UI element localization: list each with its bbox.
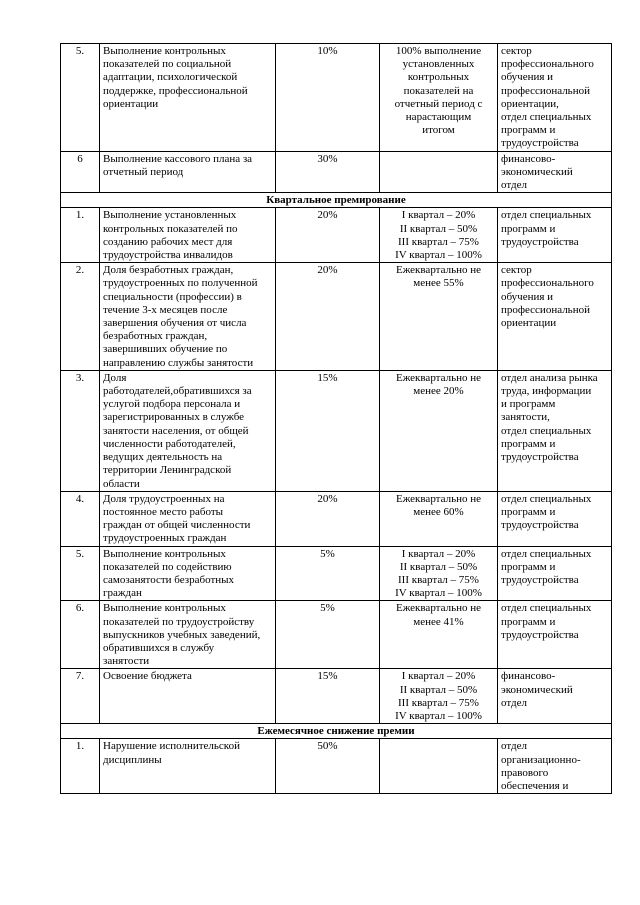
table-row — [61, 491, 612, 546]
row-number: 2. — [61, 263, 100, 371]
condition-cell — [380, 151, 498, 193]
table-row — [61, 208, 612, 263]
table-row — [61, 263, 612, 371]
responsible-cell: финансово- экономический отдел — [498, 669, 612, 724]
condition-line: IV квартал – 100% — [395, 709, 482, 722]
weight-cell: 30% — [276, 151, 380, 193]
responsible-cell: финансово- экономический отдел — [498, 151, 612, 193]
row-number: 1. — [61, 208, 100, 263]
indicator-cell: Доля безработных граждан, трудоустроенных по полученной специальности (профессии) в течение 3-х месяцев после завершения обучения от числа безработных граждан, завершивших обучение по направлению службы занятости — [100, 263, 276, 371]
responsible-cell: отдел специальных программ и трудоустройства — [498, 491, 612, 546]
row-number: 1. — [61, 739, 100, 794]
condition-cell — [380, 669, 498, 724]
section-title-monthly: Ежемесячное снижение премии — [61, 724, 612, 739]
indicator-cell: Выполнение кассового плана за отчетный период — [100, 151, 276, 193]
row-number: 7. — [61, 669, 100, 724]
table-row — [61, 601, 612, 669]
row-number: 3. — [61, 370, 100, 491]
condition-line: IV квартал – 100% — [395, 249, 482, 262]
indicator-cell: Выполнение контрольных показателей по трудоустройству выпускников учебных заведений, обратившихся в службу занятости — [100, 601, 276, 669]
condition-line: III квартал – 75% — [398, 235, 479, 248]
condition-line: II квартал – 50% — [399, 683, 478, 696]
responsible-cell: отдел специальных программ и трудоустройства — [498, 546, 612, 601]
row-number: 6. — [61, 601, 100, 669]
table-row — [61, 739, 612, 794]
table-row — [61, 546, 612, 601]
condition-line: III квартал – 75% — [398, 573, 479, 586]
indicator-cell: Выполнение контрольных показателей по социальной адаптации, психологической поддержке, профессиональной ориентации — [100, 44, 276, 152]
condition-cell: Ежеквартально не менее 60% — [380, 491, 498, 546]
condition-cell: Ежеквартально не менее 55% — [380, 263, 498, 371]
row-number: 4. — [61, 491, 100, 546]
condition-line: I квартал – 20% — [401, 209, 476, 222]
indicator-cell: Доля работодателей,обратившихся за услугой подбора персонала и зарегистрированных в службе занятости населения, от общей численности работодателей, ведущих деятельность на территории Ленинградской области — [100, 370, 276, 491]
weight-cell: 15% — [276, 370, 380, 491]
condition-line: I квартал – 20% — [401, 670, 476, 683]
weight-cell: 5% — [276, 546, 380, 601]
table-row — [61, 370, 612, 491]
condition-cell: Ежеквартально не менее 41% — [380, 601, 498, 669]
responsible-cell: отдел специальных программ и трудоустройства — [498, 601, 612, 669]
row-number: 6 — [61, 151, 100, 193]
weight-cell: 10% — [276, 44, 380, 152]
condition-cell — [380, 546, 498, 601]
weight-cell: 50% — [276, 739, 380, 794]
responsible-cell: сектор профессионального обучения и профессиональной ориентации — [498, 263, 612, 371]
weight-cell: 20% — [276, 491, 380, 546]
weight-cell: 5% — [276, 601, 380, 669]
table-row — [61, 151, 612, 193]
indicator-cell: Освоение бюджета — [100, 669, 276, 724]
condition-line: IV квартал – 100% — [395, 587, 482, 600]
indicator-cell: Нарушение исполнительской дисциплины — [100, 739, 276, 794]
section-header-row — [61, 193, 612, 208]
condition-cell: Ежеквартально не менее 20% — [380, 370, 498, 491]
row-number: 5. — [61, 44, 100, 152]
weight-cell: 20% — [276, 263, 380, 371]
condition-line: II квартал – 50% — [399, 222, 478, 235]
indicator-cell: Доля трудоустроенных на постоянное место работы граждан от общей численности трудоустроенных граждан — [100, 491, 276, 546]
section-title-quarterly: Квартальное премирование — [61, 193, 612, 208]
condition-line: I квартал – 20% — [401, 547, 476, 560]
indicator-cell: Выполнение контрольных показателей по содействию самозанятости безработных граждан — [100, 546, 276, 601]
responsible-cell: отдел специальных программ и трудоустройства — [498, 208, 612, 263]
condition-line: III квартал – 75% — [398, 696, 479, 709]
condition-line: II квартал – 50% — [399, 560, 478, 573]
indicator-cell: Выполнение установленных контрольных показателей по созданию рабочих мест для трудоустройства инвалидов — [100, 208, 276, 263]
section-header-row — [61, 724, 612, 739]
responsible-cell: отдел организационно- правового обеспечения и — [498, 739, 612, 794]
responsible-cell: сектор профессионального обучения и профессиональной ориентации, отдел специальных программ и трудоустройства — [498, 44, 612, 152]
condition-cell: 100% выполнение установленных контрольных показателей на отчетный период с нарастающим итогом — [380, 44, 498, 152]
condition-cell — [380, 739, 498, 794]
responsible-cell: отдел анализа рынка труда, информации и программ занятости, отдел специальных программ и трудоустройства — [498, 370, 612, 491]
bonus-criteria-table — [60, 43, 612, 794]
row-number: 5. — [61, 546, 100, 601]
weight-cell: 15% — [276, 669, 380, 724]
table-row — [61, 44, 612, 152]
weight-cell: 20% — [276, 208, 380, 263]
condition-cell — [380, 208, 498, 263]
table-row — [61, 669, 612, 724]
